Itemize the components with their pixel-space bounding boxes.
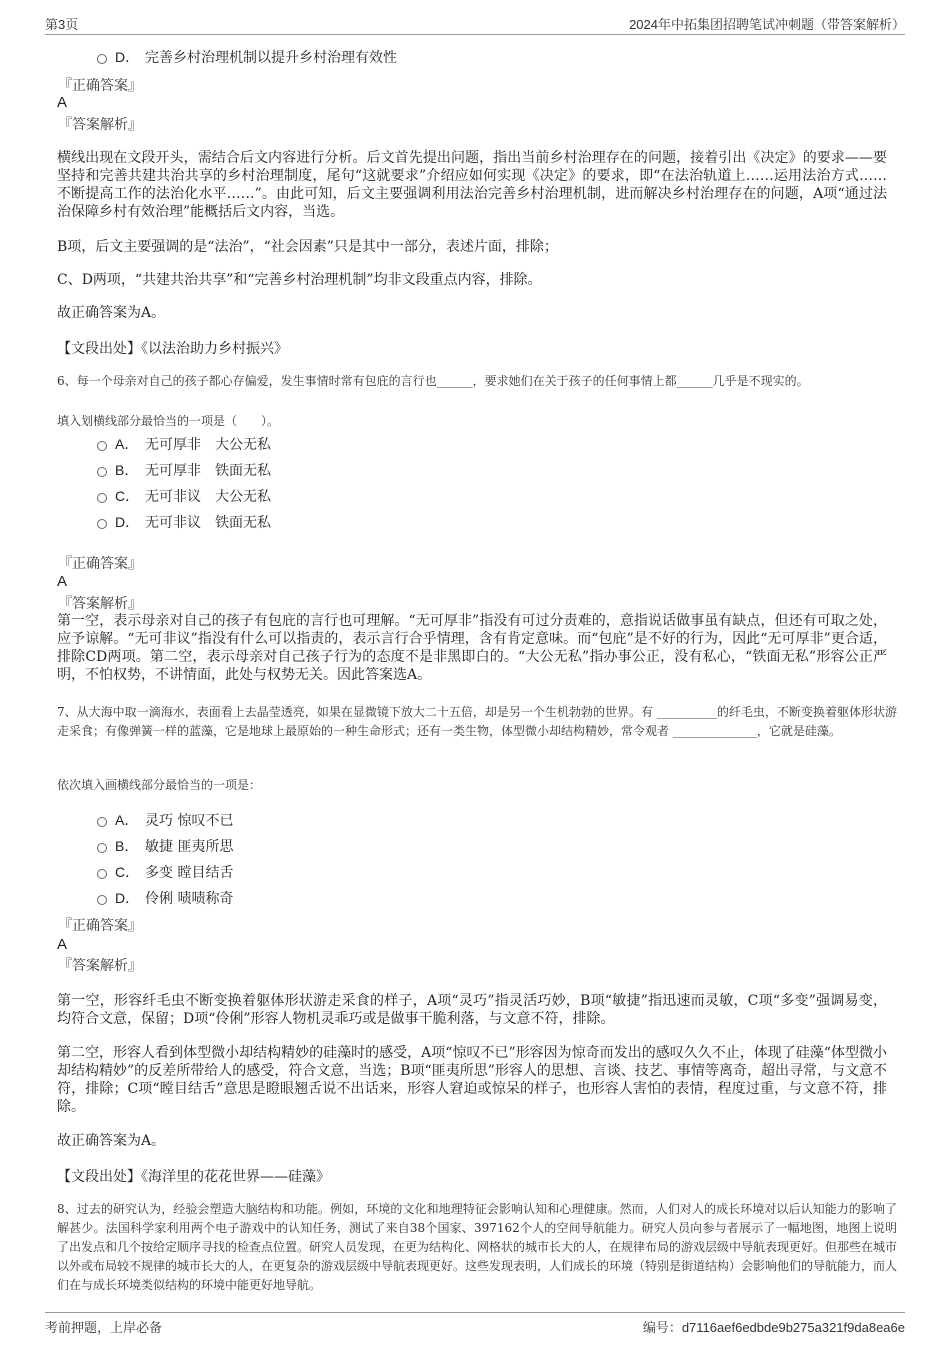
option-letter: A． <box>115 436 139 452</box>
document-title: 2024年中拓集团招聘笔试冲刺题（带答案解析） <box>629 17 905 32</box>
radio-icon[interactable] <box>97 869 107 879</box>
option-text: 无可厚非 铁面无私 <box>145 463 271 479</box>
q5-analysis-p4: 故正确答案为A。 <box>57 305 166 321</box>
radio-icon[interactable] <box>97 817 107 827</box>
q6-analysis: 第一空，表示母亲对自己的孩子有包庇的言行也可理解。“无可厚非”指没有可过分责难的，意指说话做事虽有缺点，但还有可取之处，应予谅解。“无可非议”指没有什么可以指责的，表示言行合乎情理，含有肯定意味。而“包庇”是不好的行为，因此“无可厚非”更合适，排除CD两项。第二空，表示母亲对自己孩子行为的态度不是非黑即白的。“大公无私”指办事公正，没有私心，“铁面无私”形容公正严明，不怕权势，不讲情面，此处与权势无关。因此答案选A。 <box>57 613 887 683</box>
q5-source: 【文段出处】《以法治助力乡村振兴》 <box>57 341 288 357</box>
q7-prompt: 依次填入画横线部分最恰当的一项是： <box>57 778 262 792</box>
q8-stem: 8、过去的研究认为，经验会塑造大脑结构和功能。例如，环境的文化和地理特征会影响认知和心理健康。然而，人们对人的成长环境对以后认知能力的影响了解甚少。法国科学家利用两个电子游戏中的认知任务，测试了来自38个国家、397162个人的空间导航能力。研究人员向参与者展示了一幅地图，地图上说明了出发点和几个按给定顺序寻找的检查点位置。研究人员发现，在更为结构化、网格状的城市长大的人，在规律布局的游戏层级中导航表现更好。但那些在城市以外或布局较不规律的城市长大的人，在更复杂的游戏层级中导航表现更好。这些发现表明，人们成长的环境（特别是街道结构）会影响他们的导航能力，而人们在与成长环境类似结构的环境中能更好地导航。 <box>57 1202 898 1292</box>
option-text: 伶俐 啧啧称奇 <box>145 891 234 907</box>
radio-icon[interactable] <box>97 843 107 853</box>
option-text: 敏捷 匪夷所思 <box>145 839 234 855</box>
option-letter: C． <box>115 864 140 880</box>
option-letter: B． <box>115 838 139 854</box>
option-text: 多变 瞠目结舌 <box>145 865 234 881</box>
q7-source: 【文段出处】《海洋里的花花世界——硅藻》 <box>57 1169 330 1185</box>
q7-analysis-label: 『答案解析』 <box>58 958 142 974</box>
q5-analysis-p1: 横线出现在文段开头，需结合后文内容进行分析。后文首先提出问题，指出当前乡村治理存在的问题，接着引出《决定》的要求——要坚持和完善共建共治共享的乡村治理制度，尾句“这就要求”介绍应如何实现《决定》的要求，即“在法治轨道上……运用法治方式……不断提高工作的法治化水平……”。由此可知，后文主要强调利用法治完善乡村治理机制，进而解决乡村治理存在的问题，A项“通过法治保障乡村有效治理”能概括后文内容，当选。 <box>57 150 887 220</box>
q6-analysis-label: 『答案解析』 <box>58 596 142 612</box>
q7-option-d[interactable] <box>97 887 233 909</box>
q6-option-a[interactable] <box>97 433 271 455</box>
document-id: 编号：d7116aef6edbde9b275a321f9da8ea6e <box>642 1320 905 1335</box>
q6-prompt: 填入划横线部分最恰当的一项是（ ）。 <box>57 414 280 428</box>
q6-option-c[interactable] <box>97 485 271 507</box>
option-letter: D． <box>115 890 140 906</box>
q5-analysis-p2: B项，后文主要强调的是“法治”，“社会因素”只是其中一部分，表述片面，排除； <box>57 239 558 255</box>
radio-icon[interactable] <box>97 493 107 503</box>
q5-answer: A <box>57 94 68 111</box>
option-text: 灵巧 惊叹不已 <box>145 813 234 829</box>
q6-answer-label: 『正确答案』 <box>58 556 142 572</box>
radio-icon[interactable] <box>97 54 107 64</box>
q6-answer: A <box>57 573 68 590</box>
radio-icon[interactable] <box>97 467 107 477</box>
page-header <box>45 12 905 35</box>
option-letter: C． <box>115 488 140 504</box>
q6-option-d[interactable] <box>97 511 271 533</box>
radio-icon[interactable] <box>97 895 107 905</box>
q5-option-d[interactable] <box>97 46 397 68</box>
option-letter: A． <box>115 812 139 828</box>
q7-option-b[interactable] <box>97 835 233 857</box>
option-text: 无可非议 大公无私 <box>145 489 271 505</box>
q5-answer-label: 『正确答案』 <box>58 78 142 94</box>
option-text: 无可厚非 大公无私 <box>145 437 271 453</box>
option-text: 完善乡村治理机制以提升乡村治理有效性 <box>145 50 397 66</box>
page-footer <box>45 1312 905 1339</box>
q6-stem: 6、每一个母亲对自己的孩子都心存偏爱，发生事情时常有包庇的言行也______，要求她们在关于孩子的任何事情上都______几乎是不现实的。 <box>57 374 809 388</box>
q7-analysis-p3: 故正确答案为A。 <box>57 1133 166 1149</box>
q7-answer: A <box>57 936 68 953</box>
option-letter: D． <box>115 49 140 65</box>
option-letter: D． <box>115 514 140 530</box>
radio-icon[interactable] <box>97 441 107 451</box>
footer-slogan: 考前押题，上岸必备 <box>45 1320 163 1335</box>
q7-analysis-p1: 第一空，形容纤毛虫不断变换着躯体形状游走采食的样子，A项“灵巧”指灵活巧妙，B项“敏捷”指迅速而灵敏，C项“多变”强调易变，均符合文意，保留；D项“伶俐”形容人物机灵乖巧或是做事干脆利落，与文意不符，排除。 <box>57 993 887 1027</box>
q7-stem: 7、从大海中取一滴海水，表面看上去晶莹透亮，如果在显微镜下放大二十五倍，却是另一个生机勃勃的世界。有 __________的纤毛虫，不断变换着躯体形状游走采食；有像弹簧一样的蓝藻，它是地球上最原始的一种生命形式；还有一类生物，体型微小却结构精妙，常令观者 ______________，它就是硅藻。 <box>57 705 897 738</box>
option-text: 无可非议 铁面无私 <box>145 515 271 531</box>
q5-analysis-p3: C、D两项，“共建共治共享”和“完善乡村治理机制”均非文段重点内容，排除。 <box>57 272 542 288</box>
q7-option-c[interactable] <box>97 861 233 883</box>
option-letter: B． <box>115 462 139 478</box>
q7-option-a[interactable] <box>97 809 233 831</box>
page-number: 第3页 <box>45 17 79 32</box>
q7-answer-label: 『正确答案』 <box>58 918 142 934</box>
radio-icon[interactable] <box>97 519 107 529</box>
q6-option-b[interactable] <box>97 459 271 481</box>
q5-analysis-label: 『答案解析』 <box>58 117 142 133</box>
q7-analysis-p2: 第二空，形容人看到体型微小却结构精妙的硅藻时的感受，A项“惊叹不已”形容因为惊奇而发出的感叹久久不止，体现了硅藻“体型微小却结构精妙”的反差所带给人的感受，符合文意，当选；B项“匪夷所思”形容人的思想、言谈、技艺、事情等离奇，超出寻常，与文意不符，排除；C项“瞠目结舌”意思是瞪眼翘舌说不出话来，形容人窘迫或惊呆的样子，也形容人害怕的表情，程度过重，与文意不符，排除。 <box>57 1045 887 1115</box>
